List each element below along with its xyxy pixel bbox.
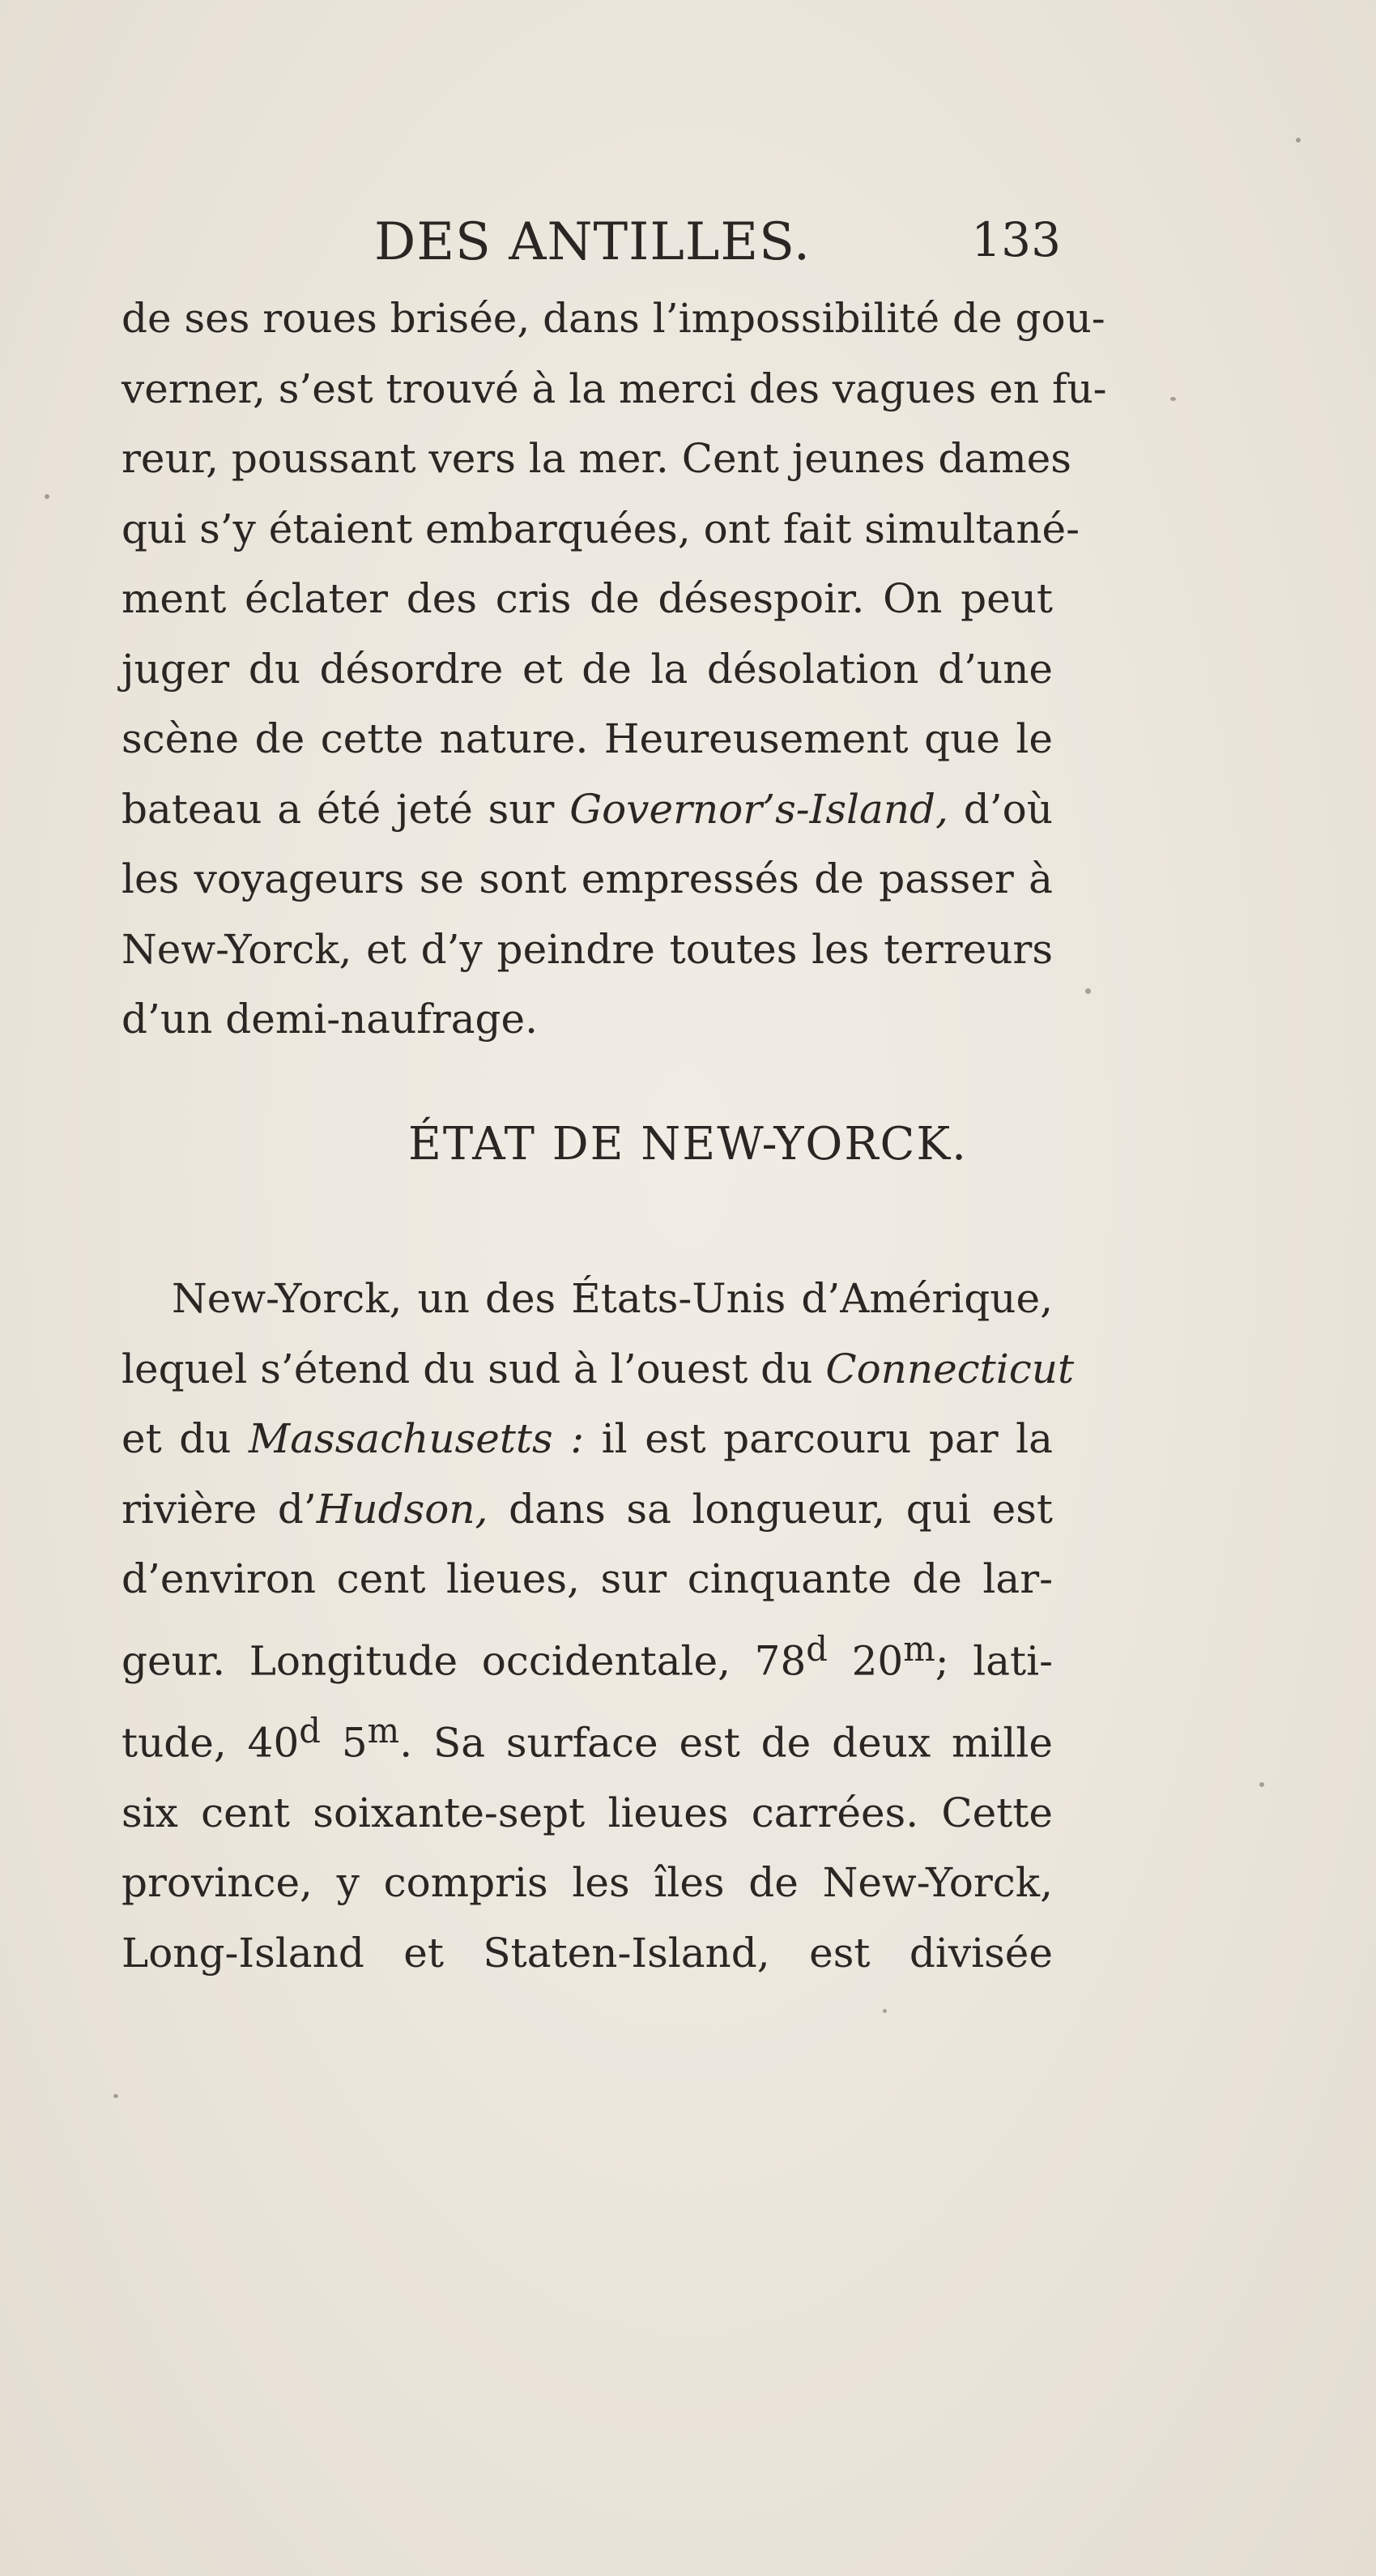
text-line: ment éclater des cris de désespoir. On peut xyxy=(121,575,1053,622)
text-line: Long-Island et Staten-Island, est divisée xyxy=(121,1929,1053,1977)
running-head-title: DES ANTILLES. xyxy=(374,212,812,272)
text-line xyxy=(121,1474,1053,1545)
text-line: reur, poussant vers la mer. Cent jeunes dames xyxy=(121,435,1071,482)
paper-speck xyxy=(113,2094,118,2098)
text-run: dans sa longueur, qui est xyxy=(509,1485,1053,1533)
section-heading: ÉTAT DE NEW-YORCK. xyxy=(408,1118,968,1171)
text-line: les voyageurs se sont empressés de passer à xyxy=(121,855,1053,902)
minute-mark: m xyxy=(367,1710,400,1751)
paper-speck xyxy=(883,2009,887,2013)
text-run: rivière d’ xyxy=(121,1485,317,1533)
running-head xyxy=(113,212,1061,277)
text-line xyxy=(121,1404,1053,1474)
text-run: et du xyxy=(121,1415,232,1462)
text-line: juger du désordre et de la désolation d’une xyxy=(121,645,1053,693)
minute-mark: m xyxy=(903,1628,935,1669)
place-name-italic: Massachusetts : xyxy=(249,1415,585,1462)
paper-speck xyxy=(1259,1782,1264,1787)
text-line: province, y compris les îles de New-Yorck, xyxy=(121,1859,1053,1907)
text-line: de ses roues brisée, dans l’impossibilité de gou- xyxy=(121,295,1105,342)
text-line: six cent soixante-sept lieues carrées. Cette xyxy=(121,1789,1053,1836)
text-run: . Sa surface est de deux mille xyxy=(399,1719,1053,1767)
text-run: il est parcouru par la xyxy=(601,1415,1053,1462)
degree-mark: d xyxy=(299,1710,321,1751)
text-run: d’où xyxy=(963,785,1053,833)
text-run: tude, 40 xyxy=(121,1719,300,1767)
paper-speck xyxy=(45,494,49,499)
text-line: New-Yorck, un des États-Unis d’Amérique, xyxy=(172,1275,1053,1322)
text-run: ; lati- xyxy=(935,1637,1053,1685)
text-line: d’environ cent lieues, sur cinquante de lar- xyxy=(121,1555,1053,1602)
place-name-italic: Connecticut xyxy=(825,1345,1075,1392)
paper-speck xyxy=(1170,397,1176,401)
text-run: bateau a été jeté sur xyxy=(121,785,555,833)
text-run: geur. Longitude occidentale, 78 xyxy=(121,1637,807,1685)
degree-mark: d xyxy=(806,1628,828,1669)
place-name-italic: Governor’s-Island, xyxy=(569,785,948,833)
text-run: lequel s’étend du sud à l’ouest du xyxy=(121,1345,813,1392)
text-run: 20 xyxy=(851,1637,904,1685)
text-line: verner, s’est trouvé à la merci des vagues en fu- xyxy=(121,365,1107,412)
paragraph-new-yorck xyxy=(121,1264,1075,1988)
text-line: New-Yorck, et d’y peindre toutes les terreurs xyxy=(121,925,1053,973)
page-number: 133 xyxy=(971,212,1061,267)
text-line xyxy=(121,1334,1075,1405)
text-line: scène de cette nature. Heureusement que le xyxy=(121,715,1053,762)
paper-speck xyxy=(1296,138,1301,143)
text-run: 5 xyxy=(341,1719,368,1767)
text-line xyxy=(121,1614,1053,1696)
text-line: qui s’y étaient embarquées, ont fait simultané- xyxy=(121,505,1080,552)
text-line xyxy=(121,1696,1053,1778)
paper-speck xyxy=(1085,988,1091,994)
text-line: d’un demi-naufrage. xyxy=(121,996,539,1043)
text-line xyxy=(121,774,1053,845)
paragraph-shipwreck xyxy=(121,284,1107,1055)
place-name-italic: Hudson, xyxy=(316,1485,488,1533)
